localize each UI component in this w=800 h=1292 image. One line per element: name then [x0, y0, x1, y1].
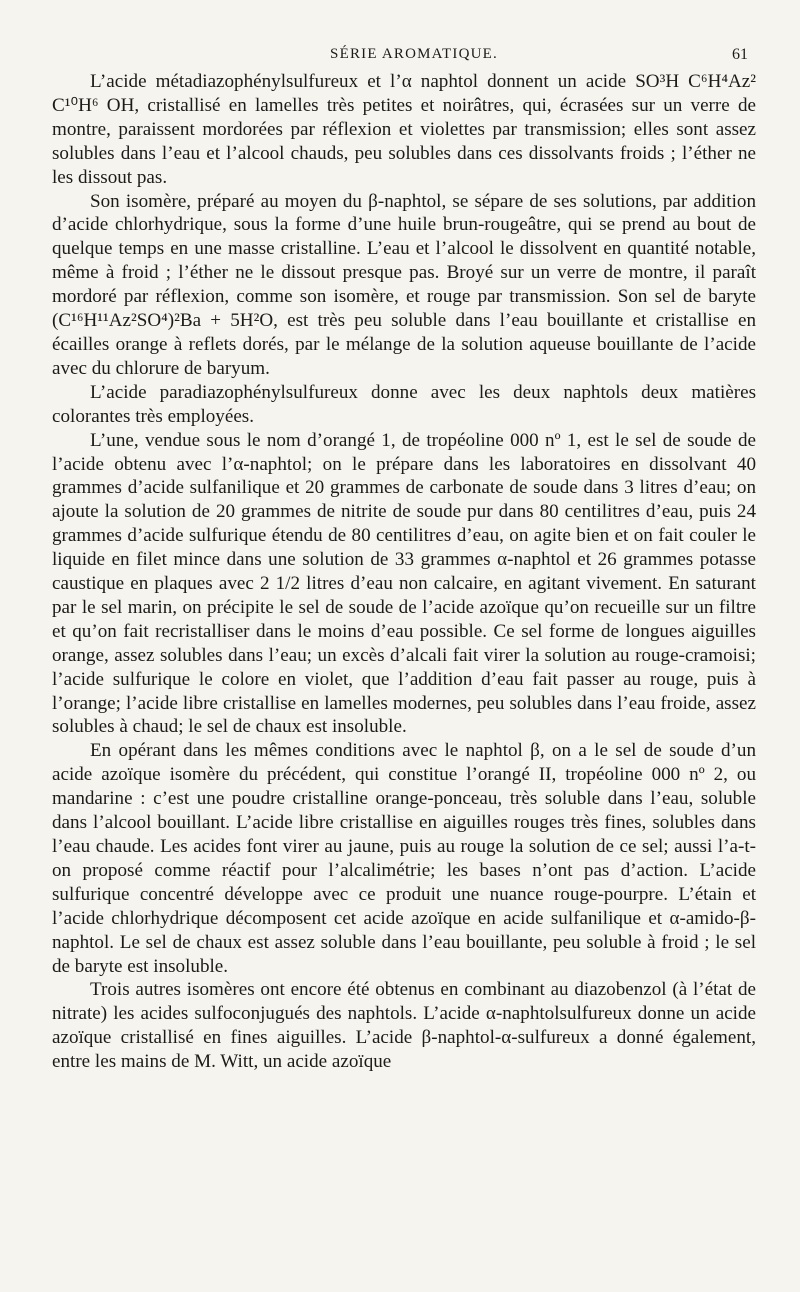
body-text: [52, 70, 756, 1074]
paragraph: L’acide paradiazophénylsulfureux donne avec les deux naphtols deux matières colorantes très employées.: [52, 381, 756, 427]
page-number: 61: [732, 46, 748, 63]
paragraph: Son isomère, préparé au moyen du β-naphtol, se sépare de ses solutions, par addition d’acide chlorhydrique, sous la forme d’une huile brun-rougeâtre, qui se prend au bout de quelque temps en une masse cristalline. L’eau et l’alcool le dissolvent en quantité notable, même à froid ; l’éther ne le dissout presque pas. Broyé sur un verre de montre, il paraît mordoré par réflexion, comme son isomère, et rouge par transmission. Son sel de baryte (C¹⁶H¹¹Az²SO⁴)²Ba + 5H²O, est très peu soluble dans l’eau bouillante et cristallise en écailles orange à reflets dorés, par le mélange de la solution aqueuse bouillante de l’acide avec du chlorure de baryum.: [52, 190, 756, 379]
running-header: [80, 46, 748, 70]
paragraph: L’acide métadiazophénylsulfureux et l’α naphtol donnent un acide SO³H C⁶H⁴Az² C¹⁰H⁶ OH, cristallisé en lamelles très petites et noirâtres, qui, écrasées sur un verre de montre, paraissent mordorées par réflexion et violettes par transmission; elles sont assez solubles dans l’eau et l’alcool chauds, peu solubles dans ces dissolvants froids ; l’éther ne les dissout pas.: [52, 71, 756, 188]
paragraph: Trois autres isomères ont encore été obtenus en combinant au diazobenzol (à l’état de nitrate) les acides sulfoconjugués des naphtols. L’acide α-naphtolsulfureux donne un acide azoïque cristallisé en fines aiguilles. L’acide β-naphtol-α-sulfureux a donné également, entre les mains de M. Witt, un acide azoïque: [52, 979, 756, 1073]
running-title: SÉRIE AROMATIQUE.: [330, 46, 498, 62]
paragraph: En opérant dans les mêmes conditions avec le naphtol β, on a le sel de soude d’un acide azoïque isomère du précédent, qui constitue l’orangé II, tropéoline 000 nº 2, ou mandarine : c’est une poudre cristalline orange-ponceau, très soluble dans l’eau, soluble dans l’alcool bouillant. L’acide libre cristallise en aiguilles rouges très fines, solubles dans l’eau chaude. Les acides font virer au jaune, puis au rouge la solution de ce sel; aussi l’a-t-on proposé comme réactif pour l’alcalimétrie; les bases n’ont pas d’action. L’acide sulfurique concentré développe avec ce produit une nuance rouge-pourpre. L’étain et l’acide chlorhydrique décomposent cet acide azoïque en acide sulfanilique et α-amido-β-naphtol. Le sel de chaux est assez soluble dans l’eau bouillante, peu soluble à froid ; le sel de baryte est insoluble.: [52, 740, 756, 977]
paragraph: L’une, vendue sous le nom d’orangé 1, de tropéoline 000 nº 1, est le sel de soude de l’acide obtenu avec l’α-naphtol; on le prépare dans les laboratoires en dissolvant 40 grammes d’acide sulfanilique et 20 grammes de carbonate de soude dans 3 litres d’eau; on ajoute la solution de 20 grammes de nitrite de soude pur dans 80 centilitres d’eau, puis 24 grammes d’acide sulfurique étendu de 80 centilitres d’eau, on agite bien et on fait couler le liquide en filet mince dans une solution de 33 grammes α-naphtol et 26 grammes potasse caustique en plaques avec 2 1/2 litres d’eau non calcaire, en agitant vivement. En saturant par le sel marin, on précipite le sel de soude de l’acide azoïque qu’on recueille sur un filtre et qu’on fait recristalliser dans le moins d’eau possible. Ce sel forme de longues aiguilles orange, assez solubles dans l’eau; un excès d’alcali fait virer la solution au rouge-cramoisi; l’acide sulfurique le colore en violet, que l’addition d’eau fait passer au rouge, puis à l’orange; l’acide libre cristallise en lamelles modernes, peu solubles dans l’eau froide, assez solubles à chaud; le sel de chaux est insoluble.: [52, 429, 756, 738]
